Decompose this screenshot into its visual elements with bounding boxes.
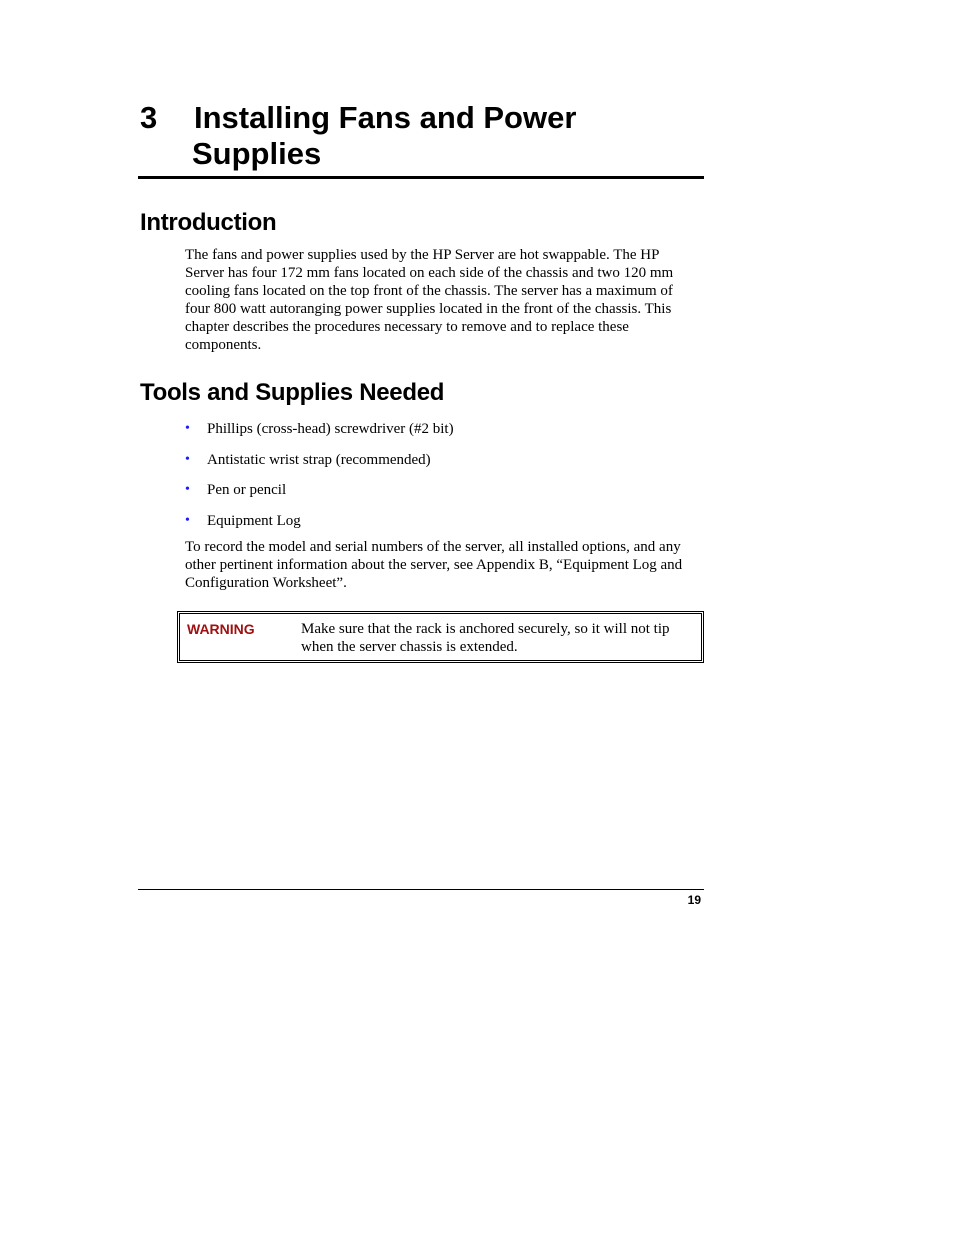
chapter-title (140, 100, 704, 172)
list-item-text: Equipment Log (207, 512, 301, 529)
warning-text: Make sure that the rack is anchored securely, so it will not tip when the server chassis is extended. (301, 621, 670, 655)
tools-heading: Tools and Supplies Needed (140, 379, 445, 406)
footer-rule (138, 889, 704, 890)
list-item-text: Pen or pencil (207, 482, 287, 498)
chapter-title-line1: Installing Fans and Power (194, 100, 577, 135)
warning-label: WARNING (187, 621, 255, 637)
tools-paragraph: To record the model and serial numbers of the server, all installed options, and any other pertinent information about the server, see Appendix B, “Equipment Log and Configuration Worksheet”. (185, 539, 683, 591)
chapter-title-line2: Supplies (192, 136, 322, 171)
bullet-icon: • (185, 512, 190, 528)
list-item (185, 481, 454, 512)
chapter-number: 3 (140, 100, 158, 135)
tools-list (185, 420, 454, 542)
title-rule (138, 176, 704, 179)
bullet-icon: • (185, 421, 190, 436)
list-item-text: Phillips (cross-head) screwdriver (#2 bit) (207, 421, 454, 437)
list-item (185, 451, 454, 482)
page-number: 19 (687, 893, 701, 907)
list-item (185, 420, 454, 451)
bullet-icon: • (185, 451, 190, 467)
introduction-paragraph: The fans and power supplies used by the HP Server are hot swappable. The HP Server has four 172 mm fans located on each side of the chassis and two 120 mm cooling fans located on the top front of the chassis. The server has a maximum of four 800 watt autoranging power supplies located in the front of the chassis. This chapter describes the procedures necessary to remove and to replace these components. (185, 247, 674, 353)
introduction-heading: Introduction (140, 209, 277, 236)
bullet-icon: • (185, 482, 190, 497)
list-item-text: Antistatic wrist strap (recommended) (207, 451, 431, 468)
warning-box (177, 611, 704, 663)
